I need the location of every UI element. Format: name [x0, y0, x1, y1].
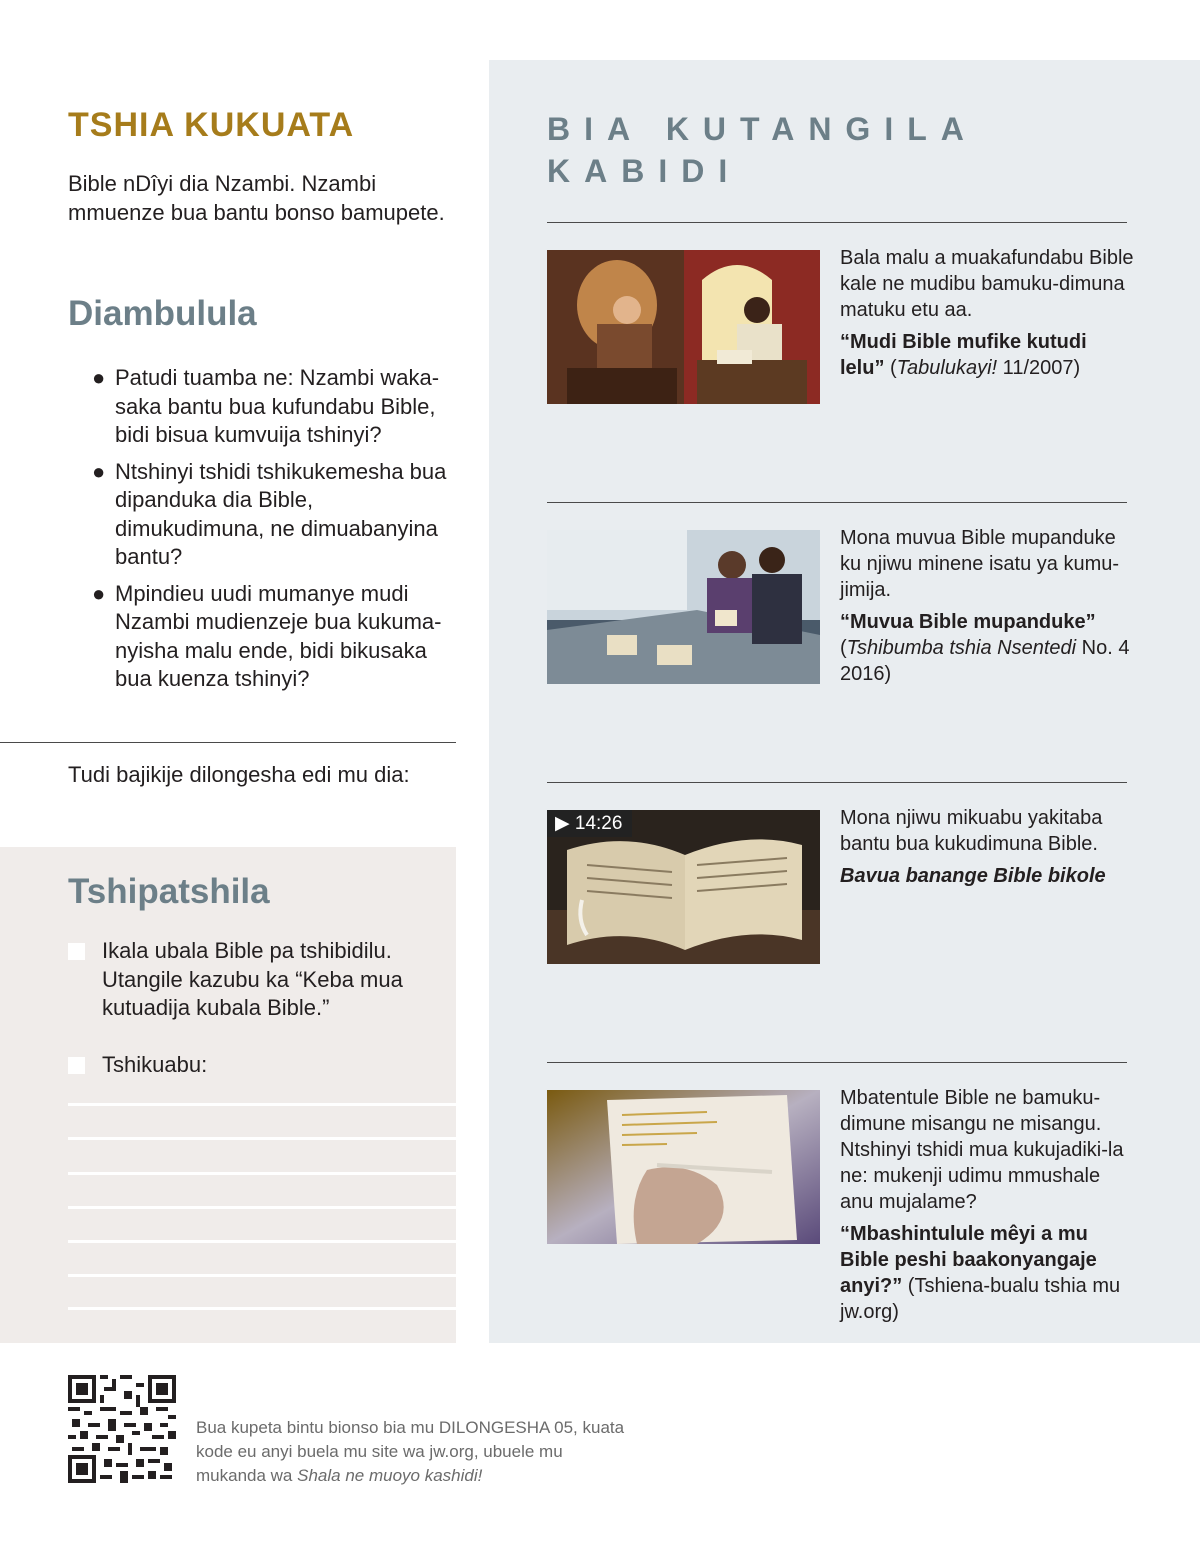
divider	[0, 742, 456, 743]
museum-bible-image[interactable]	[547, 530, 820, 684]
review-question: ● Mpindieu uudi mumanye mudi Nzambi mudienzeje bua kukuma-nyisha malu ende, bidi bikusaka bua kuenza tshinyi?	[92, 580, 442, 691]
divider	[547, 1062, 1127, 1063]
divider	[547, 222, 1127, 223]
entry-text: Mona njiwu mikuabu yakitaba bantu bua kukudimuna Bible. Bavua banange Bible bikole	[840, 805, 1135, 889]
review-question: ● Patudi tuamba ne: Nzambi waka-saka bantu bua kufundabu Bible, bidi bisua kumvuija tshinyi?	[92, 365, 440, 447]
review-title: Diambulula	[68, 294, 257, 333]
entry-text: Bala malu a muakafundabu Bible kale ne mudibu bamuku-dimuna matuku etu aa. “Mudi Bible mufike kutudi lelu” (Tabulukayi! 11/2007)	[840, 247, 1134, 379]
review-question: ● Ntshinyi tshidi tshikukemesha bua dipanduka dia Bible, dimukudimuna, ne dimuabanyina bantu?	[92, 458, 447, 569]
writing-line[interactable]	[68, 1137, 456, 1140]
play-icon: ▶	[555, 813, 575, 834]
todo-panel	[0, 847, 456, 1343]
old-book-video-image[interactable]	[547, 810, 820, 964]
writing-line[interactable]	[68, 1103, 456, 1106]
writing-line[interactable]	[68, 1274, 456, 1277]
todo-item-other[interactable]: Tshikuabu:	[68, 1051, 428, 1080]
writing-line[interactable]	[68, 1240, 456, 1243]
footer-text: Bua kupeta bintu bionso bia mu DILONGESHA 05, kuata kode eu anyi buela mu site wa jw.org, ubuele mu mukanda wa Shala ne muoyo kashidi!	[196, 1418, 625, 1485]
entry-reference[interactable]: “Muvua Bible mupanduke” (Tshibumba tshia Nsentedi No. 4 2016)	[840, 611, 1130, 685]
summary-text: Bible nDîyi dia Nzambi. Nzambi mmuenze bua bantu bonso bamupete.	[68, 171, 445, 225]
checkbox[interactable]	[68, 1057, 85, 1074]
bible-scribes-image[interactable]	[547, 250, 820, 404]
summary-title: TSHIA KUKUATA	[68, 106, 355, 144]
explore-title: BIA KUTANGILA KABIDI	[547, 111, 977, 189]
qr-code-icon[interactable]	[68, 1375, 176, 1483]
entry-reference[interactable]: Bavua banange Bible bikole	[840, 865, 1106, 887]
video-duration-badge[interactable]: ▶ 14:26	[547, 810, 632, 837]
divider	[547, 502, 1127, 503]
hand-writing-image[interactable]	[547, 1090, 820, 1244]
checkbox[interactable]	[68, 943, 85, 960]
entry-reference[interactable]: “Mudi Bible mufike kutudi lelu” (Tabulukayi! 11/2007)	[840, 331, 1087, 379]
completion-date-label: Tudi bajikije dilongesha edi mu dia:	[68, 762, 410, 787]
entry-text: Mona muvua Bible mupanduke ku njiwu minene isatu ya kumu-jimija. “Muvua Bible mupanduke” (Tshibumba tshia Nsentedi No. 4 2016)	[840, 525, 1135, 687]
entry-reference[interactable]: “Mbashintulule mêyi a mu Bible peshi baakonyangaje anyi?” (Tshiena-bualu tshia mu jw.org)	[840, 1223, 1121, 1323]
todo-title: Tshipatshila	[68, 872, 270, 911]
divider	[547, 782, 1127, 783]
writing-line[interactable]	[68, 1206, 456, 1209]
entry-text: Mbatentule Bible ne bamuku-dimune misangu ne misangu. Ntshinyi tshidi mua kukujadiki-la ne: mukenji udimu mmushale anu mujalame? “Mbashintulule mêyi a mu Bible peshi baakonyangaje anyi?” (Tshiena-bualu tshia mu jw.org)	[840, 1085, 1135, 1325]
writing-line[interactable]	[68, 1307, 456, 1310]
todo-item[interactable]: Ikala ubala Bible pa tshibidilu. Utangile kazubu ka “Keba mua kutuadija kubala Bible.”	[68, 937, 428, 1023]
review-questions	[92, 364, 462, 702]
writing-line[interactable]	[68, 1172, 456, 1175]
